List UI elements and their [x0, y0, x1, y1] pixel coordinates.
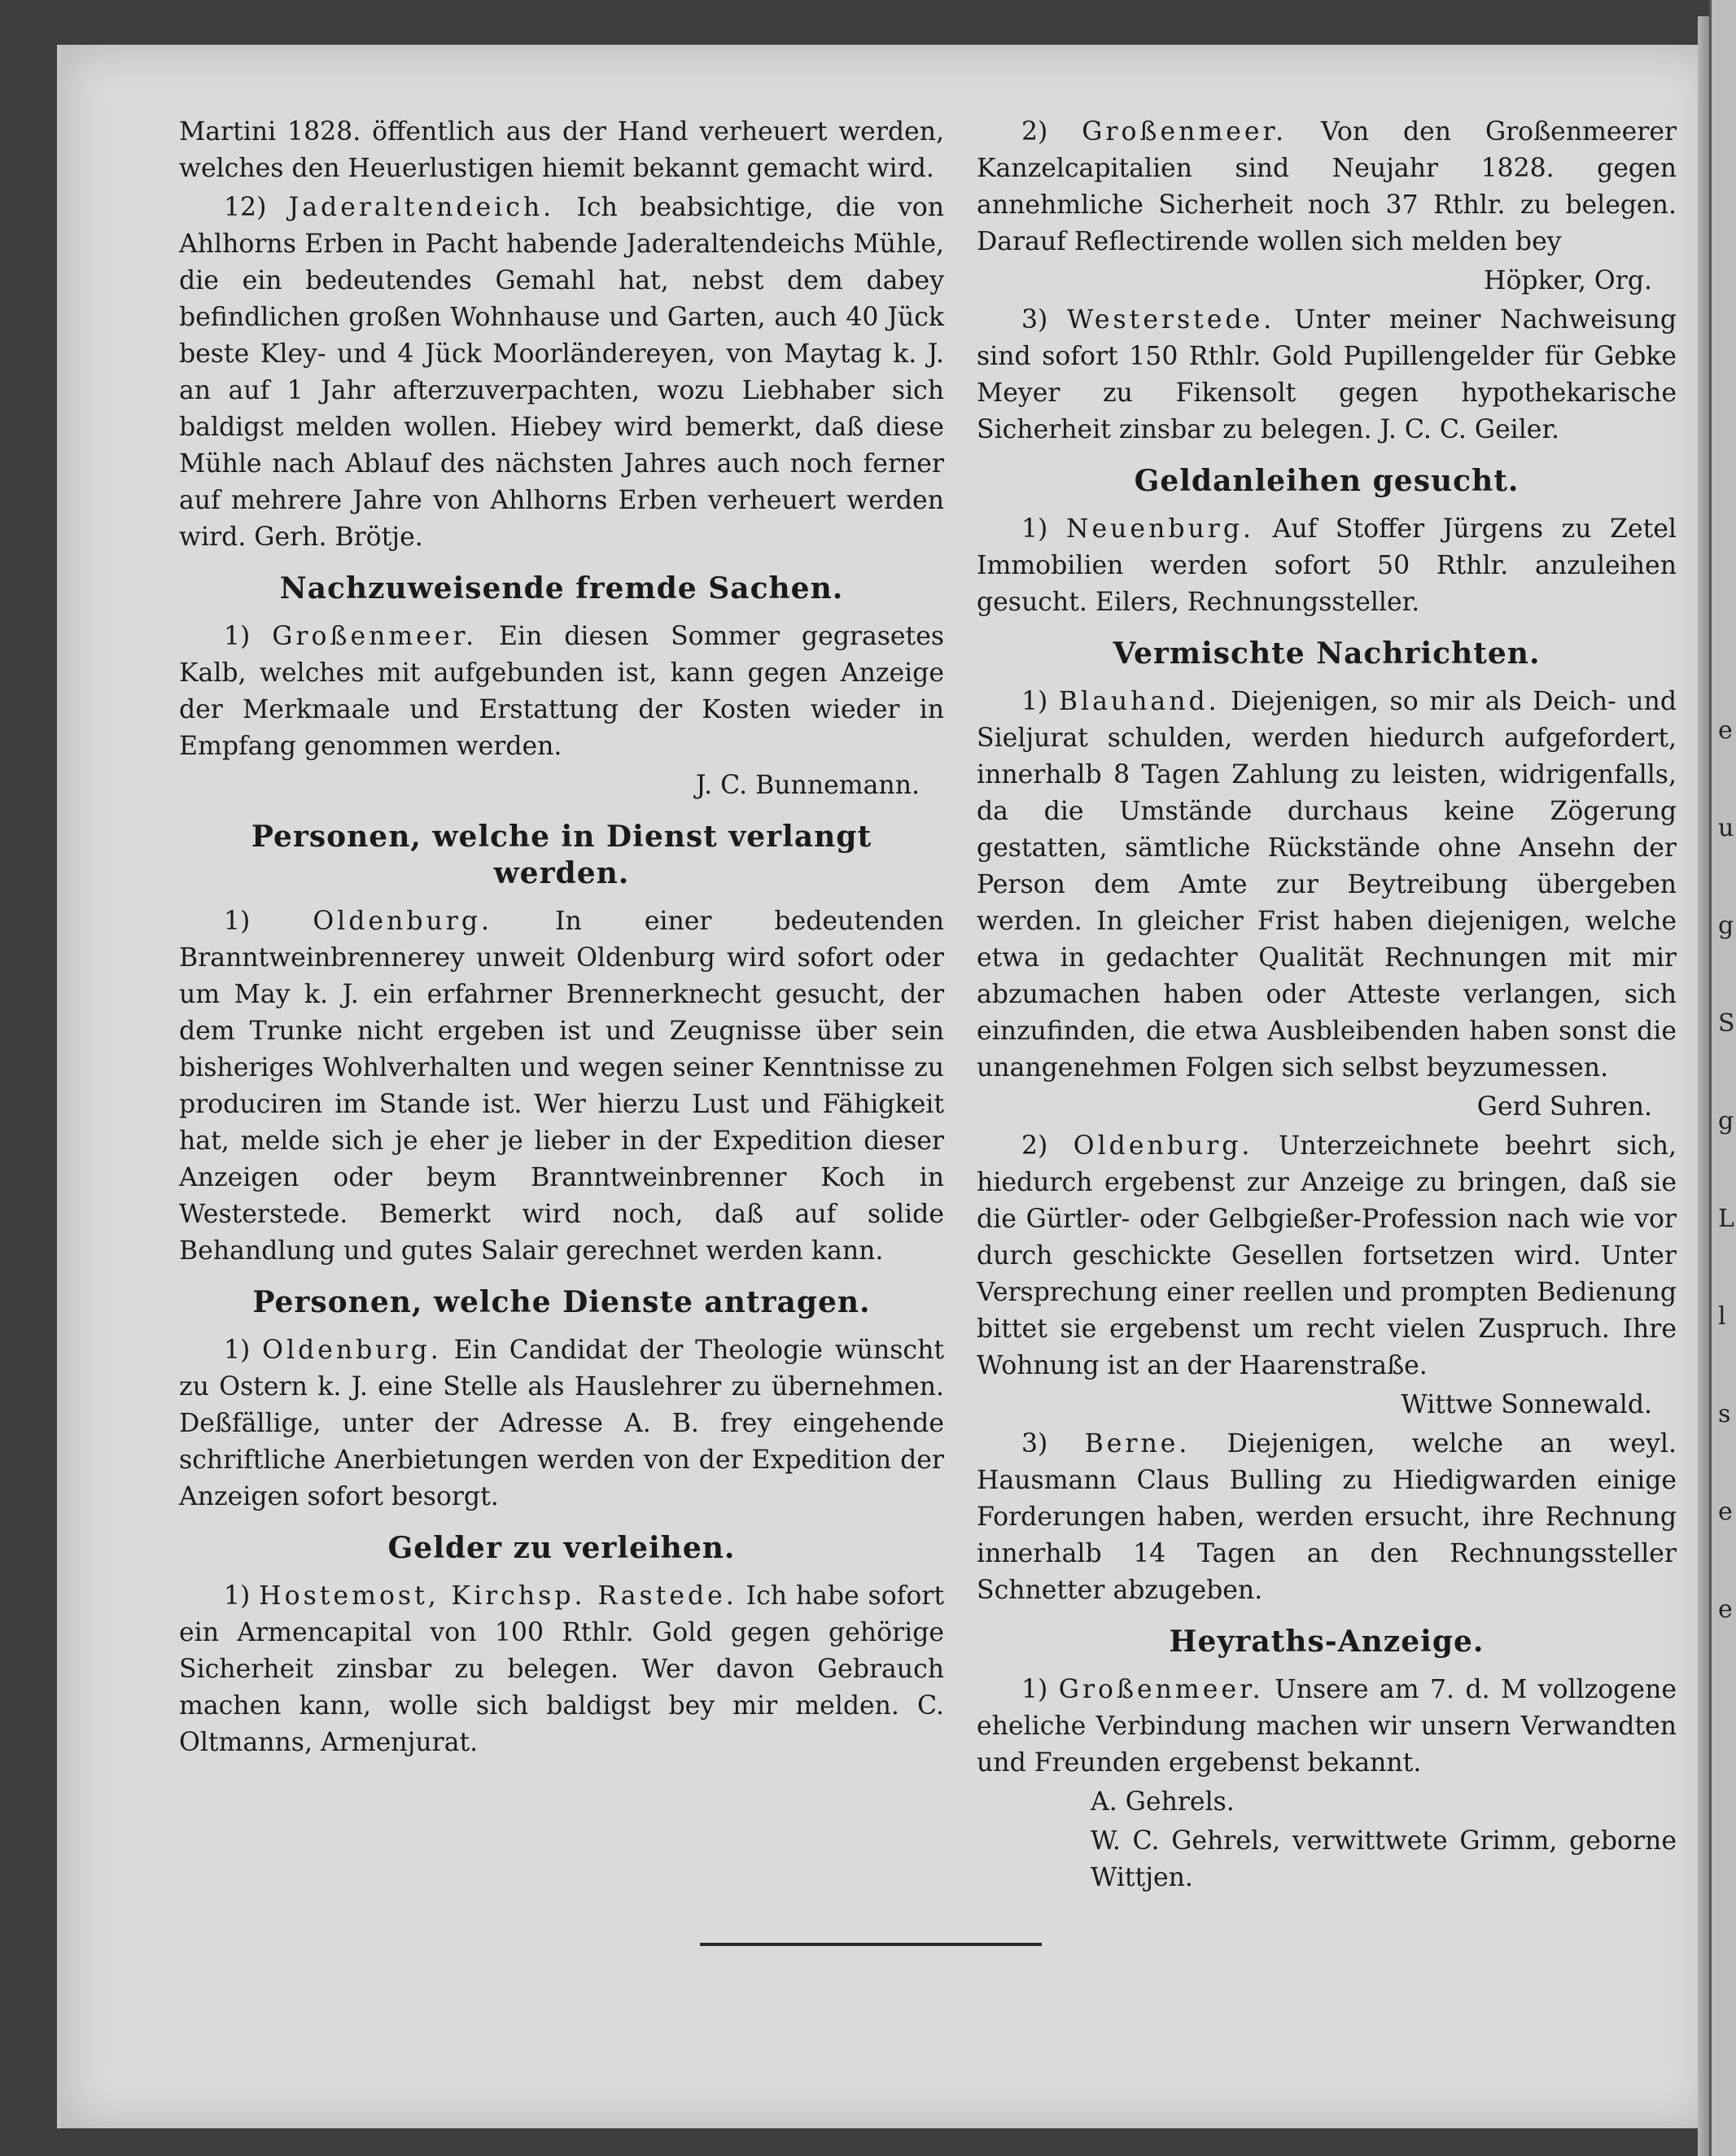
notice-paragraph	[977, 1426, 1677, 1609]
item-number: 1)	[224, 1581, 251, 1611]
item-number: 1)	[224, 1336, 251, 1365]
section-heading: Personen, welche Dienste antragen.	[252, 1285, 871, 1319]
next-page-fragment: g	[1718, 1107, 1734, 1135]
next-page-fragment: l	[1718, 1302, 1726, 1331]
section-heading: Gelder zu verleihen.	[387, 1531, 736, 1565]
notice-text: Von den Großenmeerer Kanzelcapitalien sind Neujahr 1828. gegen annehmliche Sicherheit noch 37 Rthlr. zu belegen. Darauf Reflectirende wollen sich melden bey	[977, 117, 1677, 256]
place-name: Hostemost, Kirchsp. Rastede.	[259, 1581, 737, 1611]
signature: Gerd Suhren.	[1476, 1092, 1652, 1122]
notice-paragraph	[179, 1332, 944, 1515]
place-name: Großenmeer.	[1058, 1675, 1264, 1704]
place-name: Oldenburg.	[262, 1336, 442, 1365]
next-page-fragment: L	[1718, 1205, 1734, 1233]
notice-paragraph	[179, 1578, 944, 1761]
notice-text: Diejenigen, welche an weyl. Hausmann Claus Bulling zu Hiedigwarden einige Forderungen haben, werden ersucht, ihre Rechnung innerhalb 14 Tagen an den Rechnungssteller Schnetter abzugeben.	[977, 1429, 1677, 1605]
signature: Gerh. Brötje.	[254, 523, 423, 552]
notice-paragraph	[977, 114, 1677, 260]
notice-paragraph	[977, 302, 1677, 448]
next-page-fragment: e	[1718, 1498, 1733, 1526]
item-number: 2)	[1021, 117, 1048, 147]
next-page-fragment: g	[1718, 912, 1734, 940]
signature: C. Oltmanns, Armenjurat.	[179, 1691, 944, 1757]
notice-text: Unsere am 7. d. M vollzogene eheliche Verbindung machen wir unsern Verwandten und Freunden ergebenst bekannt.	[977, 1675, 1677, 1778]
item-number: 1)	[1021, 514, 1048, 544]
notice-paragraph	[977, 1672, 1677, 1782]
place-name: Berne.	[1084, 1429, 1191, 1458]
signature: Eilers, Rechnungssteller.	[1095, 588, 1420, 617]
notice-paragraph	[179, 903, 944, 1270]
place-name: Oldenburg.	[1073, 1131, 1253, 1161]
signature: A. Gehrels.	[1091, 1787, 1235, 1817]
signature: J. C. Bunnemann.	[695, 771, 920, 800]
notice-paragraph	[977, 511, 1677, 621]
item-number: 3)	[1021, 305, 1048, 335]
signature: Höpker, Org.	[1483, 266, 1652, 295]
signature: W. C. Gehrels, verwittwete Grimm, geborne Wittjen.	[1091, 1826, 1677, 1892]
next-page-fragment: u	[1718, 814, 1734, 842]
section-heading: Geldanleihen gesucht.	[1134, 464, 1520, 498]
next-page-fragment: e	[1718, 1595, 1733, 1624]
notice-paragraph	[977, 684, 1677, 1087]
signature: J. C. C. Geiler.	[1380, 415, 1560, 444]
notice-paragraph	[179, 190, 944, 556]
signature: Wittwe Sonnewald.	[1401, 1390, 1652, 1419]
next-page-fragment: e	[1718, 716, 1733, 745]
place-name: Blauhand.	[1058, 687, 1220, 716]
notice-text: Ich habe sofort ein Armencapital von 100 Rthlr. Gold gegen gehörige Sicherheit zinsbar zu belegen. Wer davon Gebrauch machen kann, wolle sich baldigst bey mir melden.	[179, 1581, 945, 1721]
notice-text: Ein diesen Sommer gegrasetes Kalb, welches mit aufgebunden ist, kann gegen Anzeige der Merkmaale und Erstattung der Kosten wieder in Empfang genommen werden.	[179, 622, 945, 761]
section-heading: Nachzuweisende fremde Sachen.	[279, 571, 844, 606]
notice-text: Ein Candidat der Theologie wünscht zu Ostern k. J. eine Stelle als Hauslehrer zu übernehmen. Deßfällige, unter der Adresse A. B. frey eingehende schriftliche Anerbietungen werden von der Expedition der Anzeigen sofort besorgt.	[179, 1336, 945, 1511]
section-heading: Vermischte Nachrichten.	[1113, 636, 1541, 671]
notice-text: Unterzeichnete beehrt sich, hiedurch ergebenst zur Anzeige zu bringen, daß sie die Gürtler- oder Gelbgießer-Profession nach wie vor durch geschickte Gesellen fortsetzen wird. Unter Versprechung einer reellen und prompten Bedienung bittet sie ergebenst um recht vielen Zuspruch. Ihre Wohnung ist an der Haarenstraße.	[977, 1131, 1677, 1380]
notice-text: In einer bedeutenden Branntweinbrennerey unweit Oldenburg wird sofort oder um May k. J. ein erfahrner Brennerknecht gesucht, der dem Trunke nicht ergeben ist und Zeugnisse über sein bisheriges Wohlverhalten und wegen seiner Kenntnisse zu produciren im Stande ist. Wer hierzu Lust und Fähigkeit hat, melde sich je eher je lieber in der Expedition dieser Anzeigen oder beym Branntweinbrenner Koch in Westerstede. Bemerkt wird noch, daß auf solide Behandlung und gutes Salair gerechnet werden kann.	[179, 907, 945, 1266]
place-name: Jaderaltendeich.	[288, 193, 555, 222]
notice-text: Martini 1828. öffentlich aus der Hand verheuert werden, welches den Heuerlustigen hiemit bekannt gemacht wird.	[179, 117, 944, 183]
notice-paragraph	[179, 619, 944, 765]
right-column	[977, 114, 1677, 1899]
item-number: 2)	[1021, 1131, 1048, 1161]
item-number: 1)	[224, 907, 251, 936]
place-name: Großenmeer.	[272, 622, 478, 651]
left-column	[179, 114, 944, 1764]
item-number: 12)	[224, 193, 267, 222]
item-number: 1)	[224, 622, 251, 651]
notice-text: Auf Stoffer Jürgens zu Zetel Immobilien werden sofort 50 Rthlr. anzuleihen gesucht.	[977, 514, 1677, 617]
next-page-edge	[1709, 0, 1736, 2156]
item-number: 3)	[1021, 1429, 1048, 1458]
place-name: Neuenburg.	[1065, 514, 1255, 544]
item-number: 1)	[1021, 1675, 1048, 1704]
notice-paragraph	[977, 1128, 1677, 1384]
item-number: 1)	[1021, 687, 1048, 716]
place-name: Oldenburg.	[313, 907, 493, 936]
section-heading: Heyraths-Anzeige.	[1169, 1625, 1485, 1659]
notice-text: Diejenigen, so mir als Deich- und Sieljurat schulden, werden hiedurch aufgefordert, innerhalb 8 Tagen Zahlung zu leisten, widrigenfalls, da die Umstände durchaus keine Zögerung gestatten, sämtliche Rückstände ohne Ansehn der Person dem Amte zur Beytreibung übergeben werden. In gleicher Frist haben diejenigen, welche etwa in gedachter Qualität Rechnungen mit mir abzumachen haben oder Atteste verlangen, sich einzufinden, die etwa Ausbleibenden haben sonst die unangenehmen Folgen sich selbst beyzumessen.	[977, 687, 1677, 1082]
next-page-fragment: s	[1718, 1400, 1731, 1428]
place-name: Großenmeer.	[1082, 117, 1288, 147]
notice-text: Ich beabsichtige, die von Ahlhorns Erben in Pacht habende Jaderaltendeichs Mühle, die ein bedeutendes Gemahl hat, nebst dem dabey befindlichen großen Wohnhause und Garten, auch 40 Jück beste Kley- und 4 Jück Moorländereyen, von Maytag k. J. an auf 1 Jahr afterzuverpachten, wozu Liebhaber sich baldigst melden wollen. Hiebey wird bemerkt, daß diese Mühle nach Ablauf des nächsten Jahres auch noch ferner auf mehrere Jahre von Ahlhorns Erben verheuert werden wird.	[179, 193, 945, 552]
notice-text: Unter meiner Nachweisung sind sofort 150 Rthlr. Gold Pupillengelder für Gebke Meyer zu Fikensolt gegen hypothekarische Sicherheit zinsbar zu belegen.	[977, 305, 1677, 444]
section-rule	[700, 1943, 1042, 1946]
notice-paragraph	[179, 114, 944, 187]
place-name: Westerstede.	[1067, 305, 1275, 335]
next-page-fragment: S	[1718, 1009, 1735, 1038]
section-heading: Personen, welche in Dienst verlangt werden.	[251, 820, 872, 890]
